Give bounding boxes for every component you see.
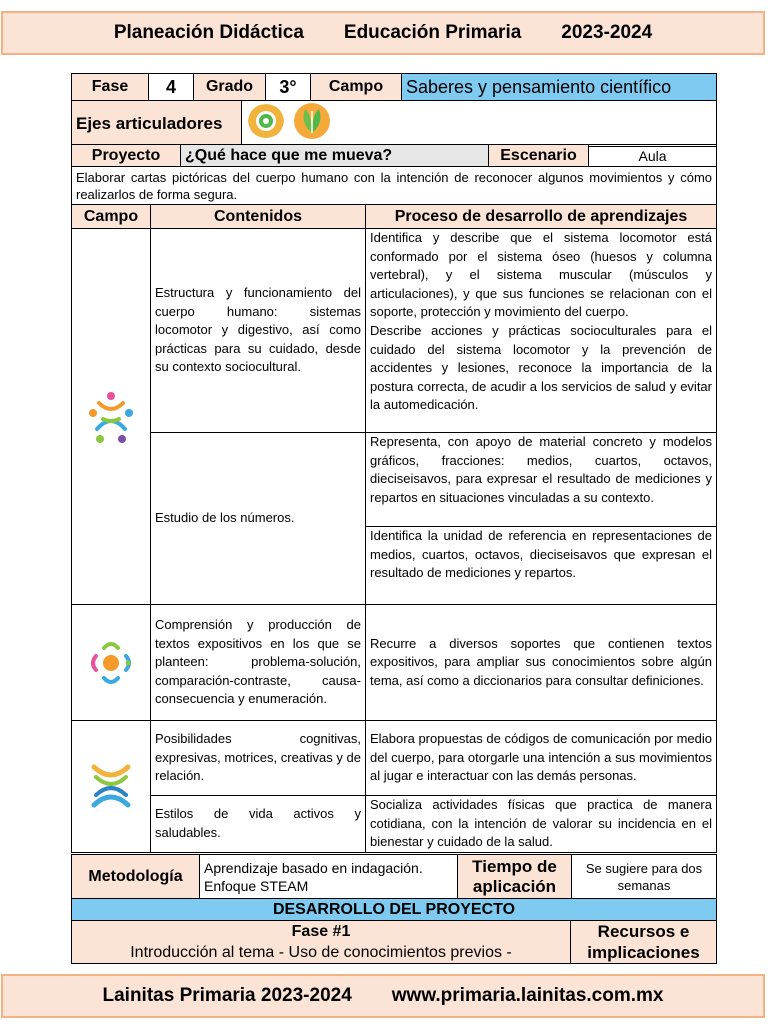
metodologia-row [71,854,717,899]
col-campo-header: Campo [72,205,151,229]
saberes-icon [85,389,137,445]
fase-block [72,921,571,964]
col-proceso-header: Proceso de desarrollo de aprendizajes [366,205,717,229]
proceso-fracciones-a: Representa, con apoyo de material concreto y modelos gráficos, fracciones: medios, cuartos, octavos, dieciseisavos, para expresar el resultado de mediciones y repartos en situaciones vinculadas a su contexto. [366,433,717,527]
proyecto-label: Proyecto [72,145,181,167]
ejes-icons-svg [246,101,336,141]
proyecto-value: ¿Qué hace que me mueva? [181,145,489,167]
info-table [71,73,717,101]
footer-url[interactable]: www.primaria.lainitas.com.mx [391,985,664,1006]
campo-lenguajes-cell [72,605,151,721]
proceso-actividades-fisicas: Socializa actividades físicas que practica de manera cotidiana, con la intención de valorar su incidencia en el bienestar y cuidado de la salud. [366,796,717,853]
header-title: Planeación Didáctica [113,22,304,43]
ejes-table [71,100,717,147]
campo-saberes-cell [72,229,151,605]
content-cuerpo-humano: Estructura y funcionamiento del cuerpo humano: sistemas locomotor y digestivo, así como prácticas para su cuidado, desde su contexto sociocultural. [151,229,366,433]
grado-value: 3° [266,74,311,101]
content-posibilidades: Posibilidades cognitivas, expresivas, motrices, creativas y de relación. [151,721,366,796]
metodologia-value-2: Enfoque STEAM [204,877,309,894]
metodologia-value-1: Aprendizaje basado en indagación. [204,859,423,876]
fase-subtitle: Introducción al tema - Uso de conocimientos previos - [130,944,512,961]
desarrollo-title: DESARROLLO DEL PROYECTO [72,899,717,921]
campo-label: Campo [311,74,402,101]
metodologia-label: Metodología [72,855,200,899]
proyecto-table [71,144,717,205]
header-banner [1,11,765,55]
grado-label: Grado [194,74,266,101]
col-contenidos-header: Contenidos [151,205,366,229]
footer-brand: Lainitas Primaria 2023-2024 [102,985,352,1006]
project-description: Elaborar cartas pictóricas del cuerpo humano con la intención de reconocer algunos movimientos y cómo realizarlos de forma segura. [72,167,717,205]
proceso-textos-expositivos: Recurre a diversos soportes que contienen textos expositivos, para ampliar sus conocimientos sobre algún tema, así como a diccionarios para consultar definiciones. [366,605,717,721]
header-level: Educación Primaria [343,22,522,43]
lenguajes-icon [88,638,134,688]
desarrollo-table [71,898,717,964]
proceso-fracciones-b: Identifica la unidad de referencia en representaciones de medios, cuartos, octavos, dieciseisavos que expresan el resultado de mediciones y repartos. [366,527,717,605]
tiempo-label: Tiempo de aplicación [458,855,572,899]
campo-value: Saberes y pensamiento científico [402,74,717,101]
fase-value: 4 [149,74,194,101]
proceso-cuerpo-humano: Identifica y describe que el sistema locomotor está conformado por el sistema óseo (huesos y columna vertebral), y el sistema muscular (músculos y articulaciones), y que sus funciones se relacionan con el soporte, protección y movimiento del cuerpo. Describe acciones y prácticas socioculturales para el cuidado del sistema locomotor y la prevención de accidentes y lesiones, reconoce la importancia de la postura correcta, de acudir a los servicios de salud y evitar la automedicación. [366,229,717,433]
escenario-value: Aula [589,145,717,167]
humano-comunitario-icon [88,761,134,811]
proceso-codigos-comunicacion: Elabora propuestas de códigos de comunicación por medio del cuerpo, para otorgarle una intención a sus movimientos al jugar e interactuar con las demás personas. [366,721,717,796]
ejes-label: Ejes articuladores [72,101,242,147]
fase-label: Fase [72,74,149,101]
contents-table [71,204,717,853]
metodologia-value [200,855,458,899]
footer-banner [1,974,765,1018]
content-textos-expositivos: Comprensión y producción de textos expositivos en los que se planteen: problema-solución, comparación-contraste, causa-consecuencia y enumeración. [151,605,366,721]
inclusion-icon [248,104,284,138]
campo-humano-cell [72,721,151,853]
escenario-label: Escenario [489,145,589,167]
tiempo-value: Se sugiere para dos semanas [572,855,717,899]
header-year: 2023-2024 [561,22,653,43]
fase-title: Fase #1 [291,923,351,940]
content-numeros: Estudio de los números. [151,433,366,605]
recursos-label: Recursos e implicaciones [571,921,717,964]
vida-saludable-icon [294,103,330,139]
content-estilos-vida: Estilos de vida activos y saludables. [151,796,366,853]
ejes-icons [242,101,717,147]
